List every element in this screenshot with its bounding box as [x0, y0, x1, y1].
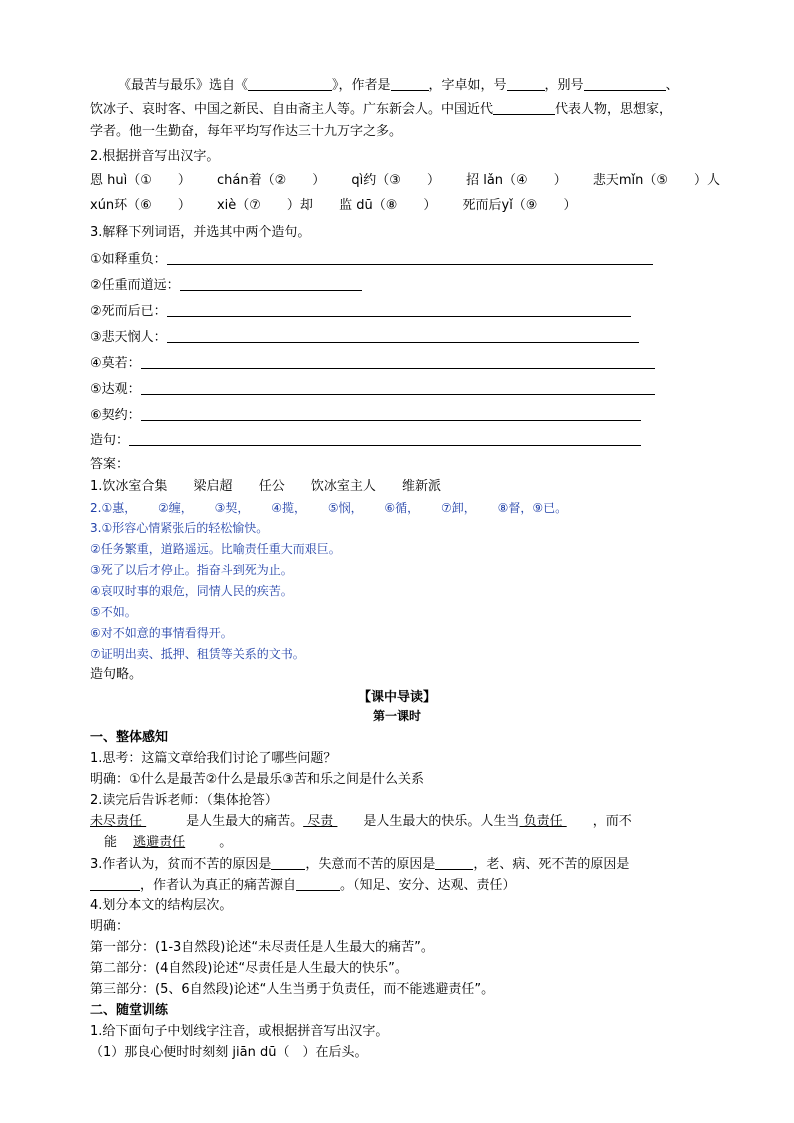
answer-blank[interactable] — [167, 250, 653, 265]
pinyin-item: 悲天mǐn（⑤ ）人 — [592, 173, 721, 188]
answer-text: ②缠， — [158, 501, 193, 515]
q3-item — [90, 250, 653, 269]
answer-3-1: 3.①形容心情紧张后的轻松愉快。 — [90, 521, 269, 535]
pinyin-item: xún环（⑥ ） — [90, 198, 191, 213]
term-label: ④莫若： — [90, 356, 141, 371]
answer-text: 1.饮冰室合集 — [90, 479, 168, 494]
s3-line-1 — [90, 855, 629, 874]
term-label: ②任重而道远： — [90, 278, 180, 293]
blank[interactable] — [435, 855, 473, 870]
s1-answer: 明确：①什么是最苦②什么是最乐③苦和乐之间是什么关系 — [90, 772, 424, 787]
intro-text: 《最苦与最乐》选自《 — [118, 78, 249, 93]
answer-text: 2.①惠， — [90, 501, 137, 515]
intro-text: 代表人物，思想家， — [555, 102, 673, 117]
answer-blank[interactable] — [180, 276, 362, 291]
blank[interactable] — [507, 76, 545, 91]
s3-text: ，作者认为真正的痛苦源自 — [140, 878, 297, 893]
answer-3-6: ⑥对不如意的事情看得开。 — [90, 626, 233, 640]
term-label: ⑥契约： — [90, 408, 141, 423]
filled-blank: 逃避责任 — [133, 835, 186, 850]
intro-text: ，别号 — [544, 78, 584, 93]
pinyin-item: chán着（② ） — [217, 173, 326, 188]
intro-text: ，字卓如，号 — [428, 78, 507, 93]
answer-blank[interactable] — [167, 328, 639, 343]
answer-blank[interactable] — [141, 354, 655, 369]
intro-line-2 — [90, 100, 672, 119]
answer-3-4: ④哀叹时事的艰危，同情人民的疾苦。 — [90, 584, 293, 598]
q3-title: 3.解释下列词语，并选其中两个造句。 — [90, 225, 311, 240]
answer-text: 梁启超 — [193, 479, 233, 494]
s4-part-2: 第二部分：(4自然段)论述“尽责任是人生最大的快乐”。 — [90, 961, 408, 976]
answer-blank[interactable] — [141, 406, 641, 421]
intro-text: 》，作者是 — [332, 78, 391, 93]
pinyin-item: 监 dū（⑧ ） — [339, 198, 437, 213]
answers-label: 答案： — [90, 457, 130, 472]
answer-blank[interactable] — [141, 380, 655, 395]
term-label: ①如释重负： — [90, 252, 167, 267]
q2-row-1 — [90, 172, 720, 190]
pinyin-item: qì约（③ ） — [351, 173, 440, 188]
blank[interactable] — [391, 76, 429, 91]
answer-text: ⑧督，⑨已。 — [497, 501, 568, 515]
s4-label: 明确： — [90, 919, 130, 934]
t1-item-1: （1）那良心便时时刻刻 jiān dū（ ）在后头。 — [90, 1045, 368, 1060]
q2-title: 2.根据拼音写出汉字。 — [90, 149, 220, 164]
answer-tail: 造句略。 — [90, 667, 143, 682]
pinyin-item: xiè（⑦ ）却 — [216, 198, 313, 213]
pinyin-item: 招 lǎn（④ ） — [466, 173, 567, 188]
answer-3-2: ②任务繁重，道路遥远。比喻责任重大而艰巨。 — [90, 542, 341, 556]
answer-text: ③契， — [214, 501, 250, 515]
s2-question: 2.读完后告诉老师：（集体抢答） — [90, 793, 278, 808]
term-label: ③悲天悯人： — [90, 330, 167, 345]
s4-part-3: 第三部分：(5、6自然段)论述“人生当勇于负责任，而不能逃避责任”。 — [90, 982, 495, 997]
q3-item — [90, 354, 655, 373]
section-heading: 【课中导读】 — [357, 690, 436, 705]
blank[interactable] — [271, 855, 305, 870]
term-label: ⑤达观： — [90, 382, 141, 397]
s2-text: 是人生最大的快乐。人生当 — [363, 814, 520, 829]
pinyin-item: 死而后yǐ（⑨ ） — [462, 198, 577, 213]
term-label: ②死而后已： — [90, 304, 167, 319]
s3-text: ，老、病、死不苦的原因是 — [473, 857, 630, 872]
s2-line-1 — [90, 813, 632, 831]
answer-text: 饮冰室主人 — [310, 479, 376, 494]
intro-text: 饮冰子、哀时客、中国之新民、自由斋主人等。广东新会人。中国近代 — [90, 102, 494, 117]
blank[interactable] — [248, 76, 332, 91]
s4-part-1: 第一部分：(1-3自然段)论述“未尽责任是人生最大的痛苦”。 — [90, 940, 434, 955]
intro-text: 、 — [665, 78, 679, 93]
s2-text: 能 — [104, 835, 122, 850]
answer-text: 任公 — [258, 479, 285, 494]
filled-blank: 未尽责任 — [90, 814, 147, 829]
filled-blank: 尽责 — [303, 814, 338, 829]
blank[interactable] — [296, 876, 340, 891]
s2-text: 。 — [215, 835, 233, 850]
answer-text: ⑦卸， — [441, 501, 476, 515]
s2-text: 是人生最大的痛苦。 — [186, 814, 304, 829]
t1-question: 1.给下面句子中划线字注音，或根据拼音写出汉字。 — [90, 1024, 389, 1039]
q3-item — [90, 276, 362, 295]
part-2-heading: 二、随堂训练 — [90, 1003, 169, 1018]
answer-blank[interactable] — [167, 302, 631, 317]
blank[interactable] — [493, 100, 555, 115]
answer-3-7: ⑦证明出卖、抵押、租赁等关系的文书。 — [90, 647, 305, 661]
answer-2 — [90, 499, 567, 517]
intro-line-1 — [118, 76, 679, 95]
answer-1 — [90, 478, 441, 496]
s3-text: 3.作者认为，贫而不苦的原因是 — [90, 857, 272, 872]
s2-line-2 — [104, 834, 232, 852]
q3-item — [90, 431, 641, 450]
filled-blank: 负责任 — [519, 814, 567, 829]
pinyin-item: 恩 huì（① ） — [90, 173, 191, 188]
answer-3-5: ⑤不如。 — [90, 605, 137, 619]
answer-text: ⑤悯， — [327, 501, 363, 515]
part-1-heading: 一、整体感知 — [90, 730, 169, 745]
s3-text: 。（知足、安分、达观、责任） — [340, 878, 516, 893]
q3-item — [90, 380, 655, 399]
s2-text: ，而不 — [592, 814, 632, 829]
blank[interactable] — [90, 876, 140, 891]
section-subheading: 第一课时 — [372, 709, 421, 723]
q2-row-2 — [90, 197, 576, 215]
s3-text: ，失意而不苦的原因是 — [305, 857, 436, 872]
answer-blank[interactable] — [129, 431, 641, 446]
term-label: 造句： — [90, 433, 130, 448]
q3-item — [90, 406, 641, 425]
s4-question: 4.划分本文的结构层次。 — [90, 898, 233, 913]
q3-item — [90, 328, 639, 347]
answer-text: 维新派 — [402, 479, 442, 494]
answer-3-3: ③死了以后才停止。指奋斗到死为止。 — [90, 563, 293, 577]
blank[interactable] — [584, 76, 666, 91]
s3-line-2 — [90, 876, 516, 895]
intro-line-3: 学者。他一生勤奋，每年平均写作达三十九万字之多。 — [90, 124, 403, 139]
answer-text: ④揽， — [271, 501, 306, 515]
q3-item — [90, 302, 631, 321]
s1-question: 1.思考：这篇文章给我们讨论了哪些问题？ — [90, 751, 337, 766]
answer-text: ⑥循， — [384, 501, 420, 515]
